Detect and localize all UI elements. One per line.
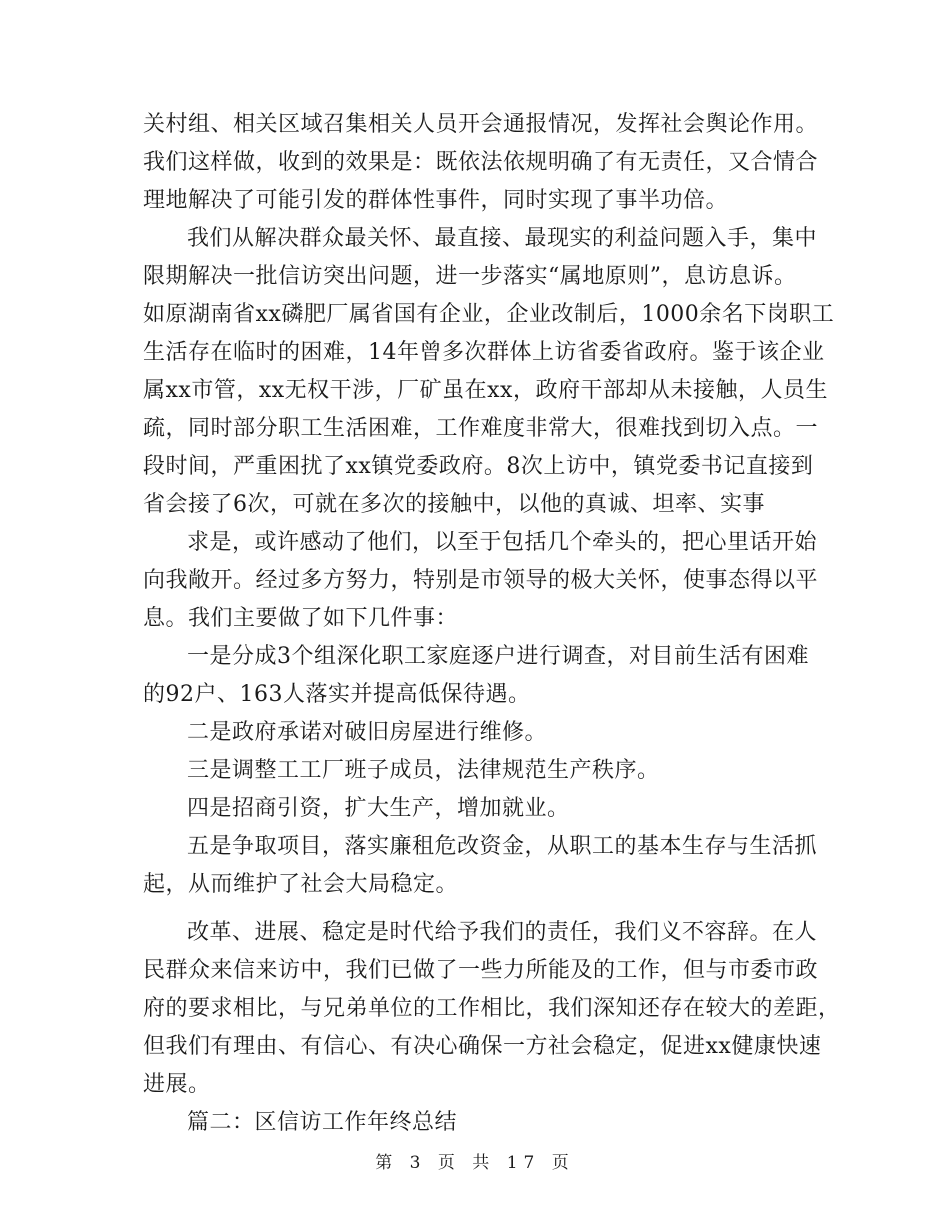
text-line: 关村组、相关区域召集相关人员开会通报情况，发挥社会舆论作用。 — [143, 112, 819, 137]
text-line: 限期解决一批信访突出问题，进一步落实“属地原则”，息访息诉。 — [143, 264, 797, 289]
text-line: 疏，同时部分职工生活困难，工作难度非常大，很难找到切入点。一 — [143, 416, 819, 441]
page-number-footer: 第 3 页 共 17 页 — [375, 1153, 575, 1173]
text-line: 起，从而维护了社会大局稳定。 — [143, 872, 459, 897]
text-line: 生活存在临时的困难，14年曾多次群体上访省委省政府。鉴于该企业 — [143, 340, 825, 365]
text-line: 的92户、163人落实并提高低保待遇。 — [143, 682, 531, 707]
text-line: 我们这样做，收到的效果是：既依法依规明确了有无责任，又合情合 — [143, 150, 819, 175]
text-line: 理地解决了可能引发的群体性事件，同时实现了事半功倍。 — [143, 188, 729, 213]
text-line: 府的要求相比，与兄弟单位的工作相比，我们深知还存在较大的差距， — [143, 996, 841, 1021]
text-line: 向我敞开。经过多方努力，特别是市领导的极大关怀，使事态得以平 — [143, 568, 819, 593]
text-line: 息。我们主要做了如下几件事： — [143, 606, 459, 631]
list-item-3: 三是调整工工厂班子成员，法律规范生产秩序。 — [187, 758, 660, 783]
list-item-4: 四是招商引资，扩大生产，增加就业。 — [187, 796, 570, 821]
section-heading: 篇二：区信访工作年终总结 — [187, 1110, 458, 1135]
text-line: 段时间，严重困扰了xx镇党委政府。8次上访中，镇党委书记直接到 — [143, 454, 814, 479]
paragraph-start: 我们从解决群众最关怀、最直接、最现实的利益问题入手，集中 — [187, 226, 818, 251]
text-line: 进展。 — [143, 1072, 211, 1097]
paragraph-start: 改革、进展、稳定是时代给予我们的责任，我们义不容辞。在人 — [187, 920, 818, 945]
text-line: 但我们有理由、有信心、有决心确保一方社会稳定，促进xx健康快速 — [143, 1034, 822, 1059]
text-line: 属xx市管，xx无权干涉，厂矿虽在xx，政府干部却从未接触，人员生 — [143, 378, 828, 403]
list-item-1: 一是分成3个组深化职工家庭逐户进行调查，对目前生活有困难 — [187, 644, 809, 669]
text-line: 如原湖南省xx磷肥厂属省国有企业，企业改制后，1000余名下岗职工 — [143, 302, 835, 327]
list-item-5: 五是争取项目，落实廉租危改资金，从职工的基本生存与生活抓 — [187, 834, 818, 859]
paragraph-start: 求是，或许感动了他们，以至于包括几个牵头的，把心里话开始 — [187, 530, 818, 555]
list-item-2: 二是政府承诺对破旧房屋进行维修。 — [187, 720, 548, 745]
text-line: 省会接了6次，可就在多次的接触中，以他的真诚、坦率、实事 — [143, 492, 765, 517]
text-line: 民群众来信来访中，我们已做了一些力所能及的工作，但与市委市政 — [143, 958, 819, 983]
